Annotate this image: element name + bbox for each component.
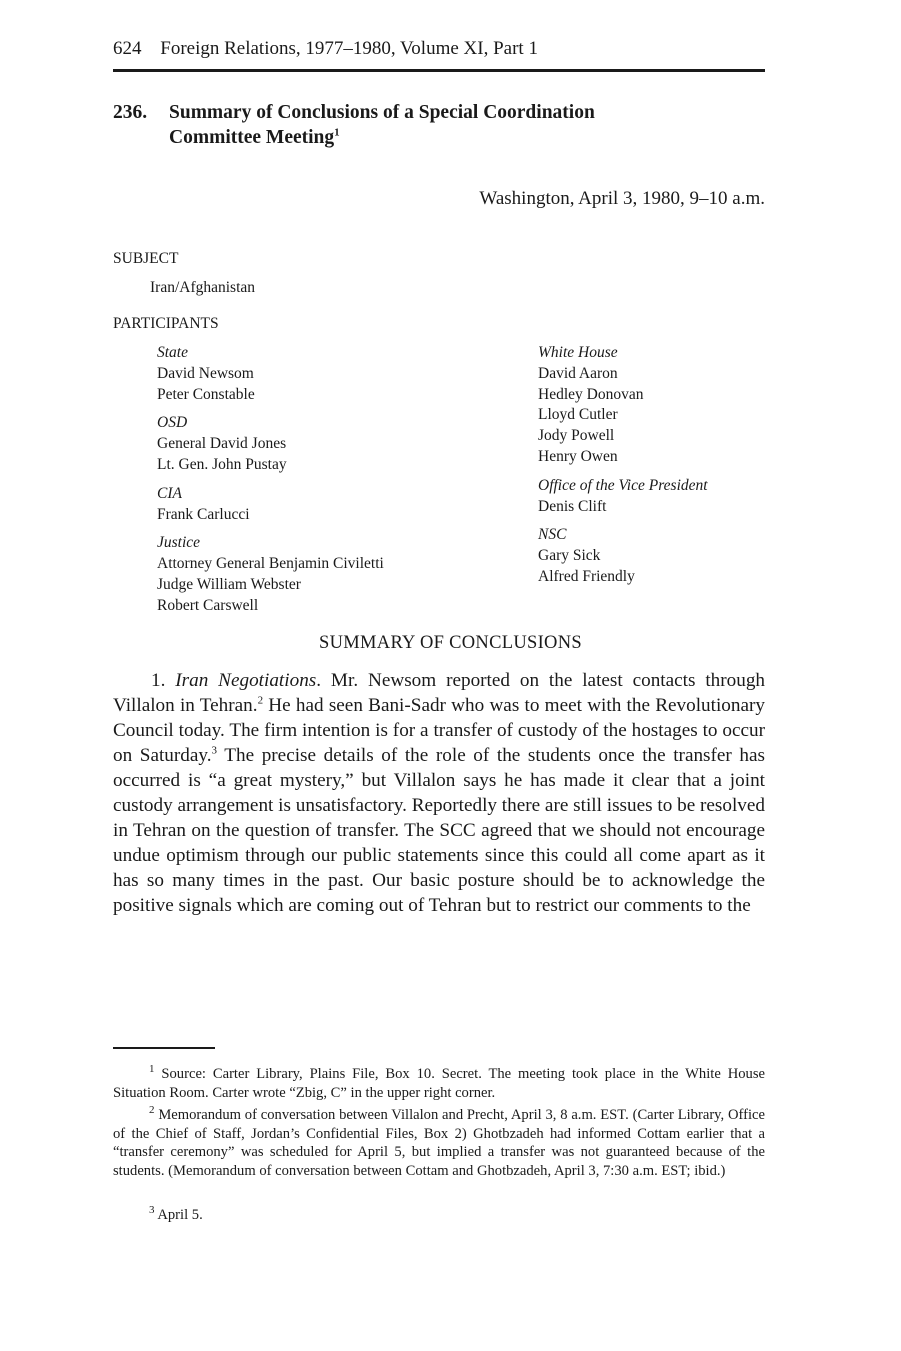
- participant-name: Gary Sick: [538, 547, 601, 565]
- participant-name: Judge William Webster: [157, 575, 301, 593]
- participant-name: Lloyd Cutler: [538, 406, 618, 424]
- footnote-ref-1[interactable]: 1: [334, 126, 340, 139]
- footnote-2: [113, 1106, 765, 1180]
- footnote-number: 3: [149, 1204, 155, 1217]
- participant-group-nsc: [538, 525, 708, 587]
- document-number: 236.: [113, 102, 148, 123]
- title-line-2: Committee Meeting: [169, 127, 335, 148]
- participant-name: Frank Carlucci: [157, 505, 250, 523]
- participant-name: Hedley Donovan: [538, 385, 644, 403]
- participant-group-state: [157, 343, 384, 405]
- body-text-part-2: He had seen Bani-Sadr who was to meet with the Revolutionary Council today. The firm intention is for a transfer of custody of the hostages to occur on Saturday.: [113, 695, 765, 766]
- participant-name: Jody Powell: [538, 427, 615, 445]
- running-head: [113, 38, 538, 60]
- footnote-3: [113, 1206, 765, 1225]
- participant-name: Lt. Gen. John Pustay: [157, 455, 287, 473]
- subject-label: SUBJECT: [113, 250, 179, 267]
- footnote-number: 1: [149, 1063, 155, 1076]
- participants-left-column: [157, 343, 384, 625]
- title-line-1: Summary of Conclusions of a Special Coordination: [169, 102, 595, 123]
- participant-name: Attorney General Benjamin Civiletti: [157, 555, 384, 573]
- dateline: Washington, April 3, 1980, 9–10 a.m.: [479, 188, 765, 209]
- participant-name: Peter Constable: [157, 385, 255, 403]
- participant-group-cia: [157, 484, 384, 526]
- summary-heading: SUMMARY OF CONCLUSIONS: [319, 633, 582, 653]
- group-heading: Office of the Vice President: [538, 476, 708, 494]
- footnote-rule: [113, 1047, 215, 1049]
- participant-name: Denis Clift: [538, 497, 607, 515]
- footnote-text: Source: Carter Library, Plains File, Box 10. Secret. The meeting took place in the White House Situation Room. Carter wrote “Zbig, C” in the upper right corner.: [113, 1066, 765, 1101]
- document-title: [113, 100, 595, 150]
- participants-label: PARTICIPANTS: [113, 315, 219, 332]
- participant-group-justice: [157, 533, 384, 616]
- group-heading: White House: [538, 344, 618, 361]
- participant-name: Alfred Friendly: [538, 567, 635, 585]
- group-heading: NSC: [538, 526, 567, 544]
- participants-right-column: [538, 343, 708, 596]
- participant-name: Robert Carswell: [157, 596, 259, 614]
- participant-name: David Newsom: [157, 364, 254, 382]
- group-heading: State: [157, 344, 188, 361]
- participant-group-vice-president: [538, 476, 708, 518]
- group-heading: OSD: [157, 414, 188, 432]
- footnote-number: 2: [149, 1104, 155, 1117]
- item-title: Iran Negotiations: [175, 670, 317, 691]
- group-heading: CIA: [157, 484, 182, 502]
- body-text-part-1: . Mr. Newsom reported on the latest contacts through Villalon in Tehran.: [113, 670, 766, 716]
- page-number: 624: [113, 38, 142, 59]
- participant-group-osd: [157, 413, 384, 475]
- participant-group-white-house: [538, 343, 708, 468]
- body-text-part-3: The precise details of the role of the students once the transfer has occurred is “a great mystery,” but Villalon says he has made it clear that a joint custody arrangement is unsatisfactory. Reportedly there are still issues to be resolved in Tehran on the question of transfer. The SCC agreed that we should not encourage undue optimism through our public statements since this could all come apart as it has so many times in the past. Our basic posture should be to acknowledge the positive signals which are coming out of Tehran but to restrict our comments to the: [113, 745, 766, 916]
- subject-value: Iran/Afghanistan: [150, 279, 256, 296]
- participant-name: David Aaron: [538, 364, 618, 382]
- footnote-text: April 5.: [157, 1207, 203, 1223]
- volume-title: Foreign Relations, 1977–1980, Volume XI, Part 1: [160, 38, 538, 59]
- footnote-1: [113, 1065, 765, 1102]
- participant-name: Henry Owen: [538, 447, 618, 465]
- item-number: 1.: [151, 670, 166, 691]
- body-paragraph: [113, 668, 765, 918]
- footnote-text: Memorandum of conversation between Villalon and Precht, April 3, 8 a.m. EST. (Carter Library, Office of the Chief of Staff, Jordan’s Confidential Files, Box 2) Ghotbzadeh had informed Cottam earlier that a “transfer ceremony” was scheduled for April 5, but implied a transfer was not guaranteed because of the students. (Memorandum of conversation between Cottam and Ghotbzadeh, April 3, 7:30 a.m. EST; ibid.): [113, 1107, 765, 1179]
- footnote-ref-3[interactable]: 3: [211, 744, 218, 757]
- header-rule: [113, 69, 765, 72]
- participant-name: General David Jones: [157, 435, 287, 453]
- footnote-ref-2[interactable]: 2: [257, 694, 264, 707]
- group-heading: Justice: [157, 534, 201, 552]
